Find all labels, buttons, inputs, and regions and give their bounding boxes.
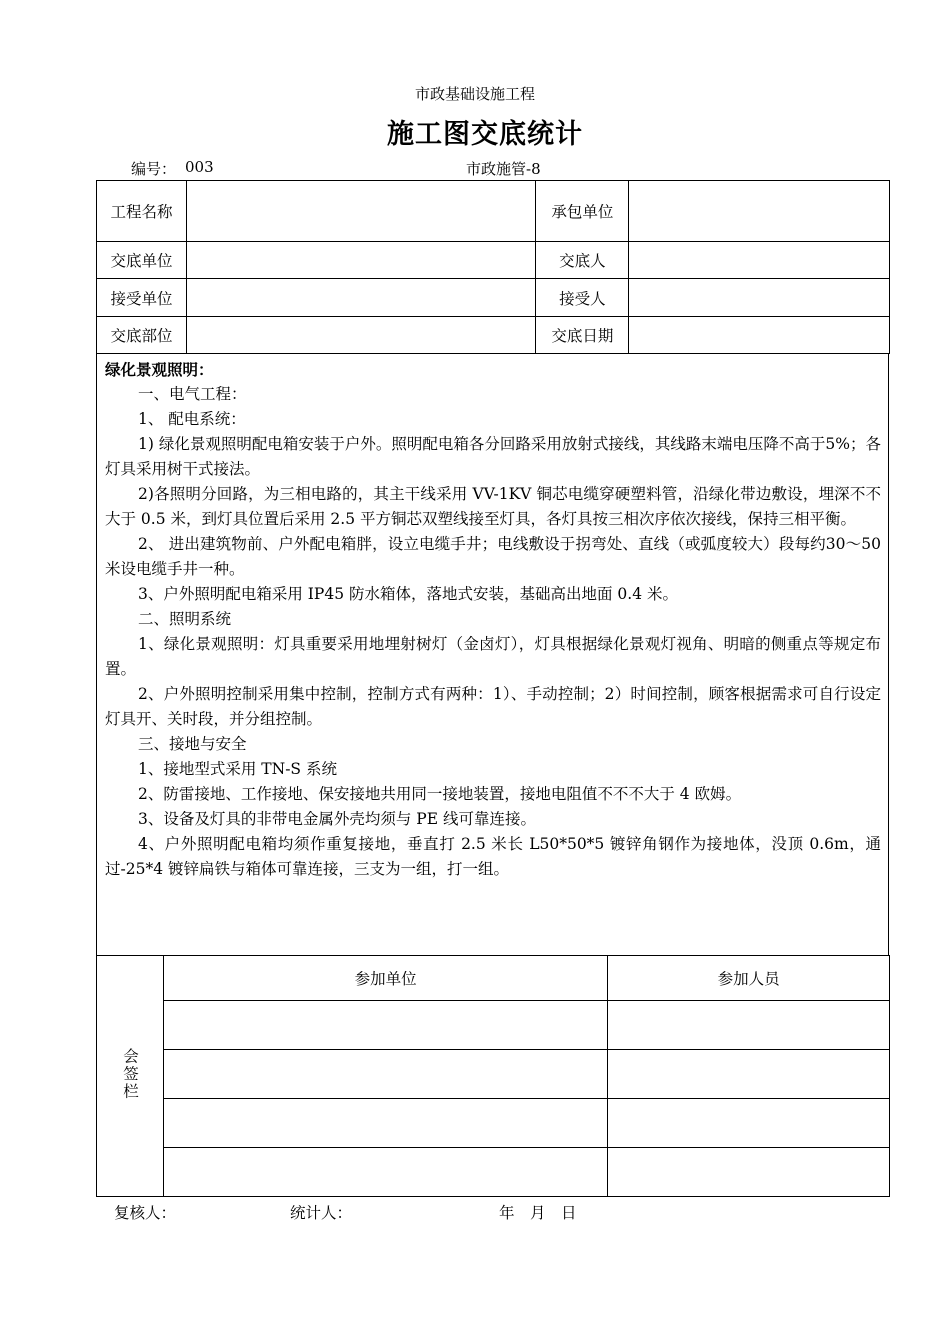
table-row [97,1099,890,1148]
content-paragraph: 4、户外照明配电箱均须作重复接地，垂直打 2.5 米长 L50*50*5 镀锌角钢作为接地体，没顶 0.6m，通过-25*4 镀锌扁铁与箱体可靠连接，三支为一组，打一组。 [105,835,881,878]
table-row [97,1050,890,1099]
date-label: 年 月 日 [499,1204,577,1222]
document-subtitle: 市政基础设施工程 [414,85,535,103]
signoff-unit-cell[interactable] [164,1001,608,1050]
form-code: 市政施管-8 [466,160,541,178]
signoff-col-unit: 参加单位 [164,956,608,1001]
receiving-person-label: 接受人 [536,279,629,317]
signoff-side-cell [97,956,164,1197]
project-name-value[interactable] [186,181,536,242]
signoff-person-cell[interactable] [608,1001,890,1050]
content-paragraph: 2、防雷接地、工作接地、保安接地共用同一接地装置，接地电阻值不不不大于 4 欧姆。 [138,785,742,803]
signoff-table [96,955,890,1197]
content-paragraph: 三、接地与安全 [138,735,247,753]
briefing-part-label: 交底部位 [97,317,187,354]
contractor-label: 承包单位 [536,181,629,242]
table-row [97,1001,890,1050]
content-paragraph: 1、 配电系统： [138,410,246,428]
receiving-unit-value[interactable] [186,279,536,317]
briefing-content [105,357,881,882]
content-paragraph: 一、电气工程： [138,385,247,403]
info-table [96,180,890,354]
signoff-col-person: 参加人员 [608,956,890,1001]
number-value: 003 [185,158,214,176]
briefing-unit-value[interactable] [186,242,536,279]
briefing-person-label: 交底人 [536,242,629,279]
signoff-side-label: 会签栏 [121,1047,139,1101]
signoff-unit-cell[interactable] [164,1099,608,1148]
content-heading: 绿化景观照明： [105,360,214,379]
content-paragraph: 1) 绿化景观照明配电箱安装于户外。照明配电箱各分回路采用放射式接线，其线路末端电压降不高于5%；各灯具采用树干式接法。 [105,435,881,478]
content-paragraph: 1、绿化景观照明：灯具重要采用地埋射树灯（金卤灯），灯具根据绿化景观灯视角、明暗的侧重点等规定布置。 [105,635,881,678]
content-paragraph: 1、接地型式采用 TN-S 系统 [138,760,337,778]
briefing-unit-label: 交底单位 [97,242,187,279]
receiving-person-value[interactable] [629,279,890,317]
signoff-unit-cell[interactable] [164,1148,608,1197]
signoff-person-cell[interactable] [608,1148,890,1197]
content-paragraph: 2、户外照明控制采用集中控制，控制方式有两种：1）、手动控制；2）时间控制，顾客根据需求可自行设定灯具开、关时段，并分组控制。 [105,685,881,728]
content-paragraph: 2)各照明分回路，为三相电路的，其主干线采用 VV-1KV 铜芯电缆穿硬塑料管，沿绿化带边敷设，埋深不不大于 0.5 米，到灯具位置后采用 2.5 平方铜芯双塑线接至灯具，各灯具按三相次序依次接线，保持三相平衡。 [105,485,881,528]
document-title: 施工图交底统计 [387,119,583,150]
briefing-date-value[interactable] [629,317,890,354]
content-paragraph: 2、 进出建筑物前、户外配电箱胖，设立电缆手井；电线敷设于拐弯处、直线（或弧度较大）段每约30～50 米设电缆手井一种。 [105,535,881,578]
briefing-person-value[interactable] [629,242,890,279]
statistician-label: 统计人： [290,1204,353,1222]
signoff-unit-cell[interactable] [164,1050,608,1099]
contractor-value[interactable] [629,181,890,242]
briefing-date-label: 交底日期 [536,317,629,354]
content-paragraph: 二、照明系统 [138,610,232,628]
briefing-part-value[interactable] [186,317,536,354]
project-name-label: 工程名称 [97,181,187,242]
reviewer-label: 复核人： [114,1204,177,1222]
signoff-person-cell[interactable] [608,1050,890,1099]
signoff-person-cell[interactable] [608,1099,890,1148]
table-row [97,1148,890,1197]
number-label: 编号： [131,160,177,178]
content-paragraph: 3、户外照明配电箱采用 IP45 防水箱体，落地式安装，基础高出地面 0.4 米。 [138,585,678,603]
content-paragraph: 3、设备及灯具的非带电金属外壳均须与 PE 线可靠连接。 [138,810,536,828]
briefing-content-box [96,353,889,955]
receiving-unit-label: 接受单位 [97,279,187,317]
